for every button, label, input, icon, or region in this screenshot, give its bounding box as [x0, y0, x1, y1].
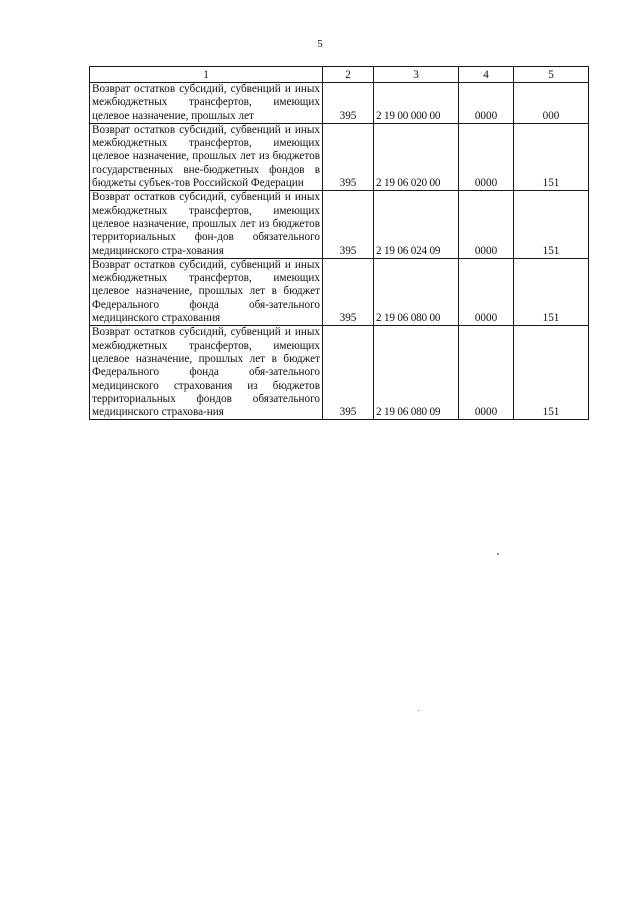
kosgu-code-cell: 151: [514, 258, 589, 325]
table-row: [90, 83, 589, 124]
row-description: Возврат остатков субсидий, субвенций и иных межбюджетных трансфертов, имеющих целевое назначение, прошлых лет в бюджет Федерального фонда обя-зательного медицинского страхования из бюджетов территориальных фондов обязательного медицинского страхова-ния: [90, 326, 323, 420]
table-header-row: [90, 67, 589, 83]
table-row: [90, 258, 589, 325]
table-row: [90, 123, 589, 190]
kosgu-code-cell: 000: [514, 83, 589, 124]
admin-code-cell: 395: [323, 123, 374, 190]
page-number: 5: [317, 38, 323, 50]
column-header: 3: [374, 67, 459, 83]
row-description: Возврат остатков субсидий, субвенций и иных межбюджетных трансфертов, имеющих целевое назначение, прошлых лет: [90, 83, 323, 124]
column-header: 1: [90, 67, 323, 83]
budget-table: [89, 66, 589, 420]
admin-code-cell: 395: [323, 326, 374, 420]
kosgu-code-cell: 151: [514, 191, 589, 258]
row-description: Возврат остатков субсидий, субвенций и иных межбюджетных трансфертов, имеющих целевое назначение, прошлых лет из бюджетов территориальных фон-дов обязательного медицинского стра-хования: [90, 191, 323, 258]
scan-speck: [418, 710, 419, 711]
admin-code-cell: 395: [323, 258, 374, 325]
admin-code-cell: 395: [323, 83, 374, 124]
income-code-cell: 2 19 06 024 09: [374, 191, 459, 258]
row-description: Возврат остатков субсидий, субвенций и иных межбюджетных трансфертов, имеющих целевое назначение, прошлых лет из бюджетов государственных вне-бюджетных фондов в бюджеты субъек-тов Российской Федерации: [90, 123, 323, 190]
table-row: [90, 326, 589, 420]
column-header: 5: [514, 67, 589, 83]
table-row: [90, 191, 589, 258]
income-code-cell: 2 19 00 000 00: [374, 83, 459, 124]
column-header: 4: [459, 67, 514, 83]
program-code-cell: 0000: [459, 83, 514, 124]
income-code-cell: 2 19 06 080 00: [374, 258, 459, 325]
scan-speck: [497, 553, 499, 555]
admin-code-cell: 395: [323, 191, 374, 258]
program-code-cell: 0000: [459, 123, 514, 190]
kosgu-code-cell: 151: [514, 123, 589, 190]
row-description: Возврат остатков субсидий, субвенций и иных межбюджетных трансфертов, имеющих целевое назначение, прошлых лет в бюджет Федерального фонда обя-зательного медицинского страхования: [90, 258, 323, 325]
program-code-cell: 0000: [459, 258, 514, 325]
kosgu-code-cell: 151: [514, 326, 589, 420]
income-code-cell: 2 19 06 020 00: [374, 123, 459, 190]
column-header: 2: [323, 67, 374, 83]
income-code-cell: 2 19 06 080 09: [374, 326, 459, 420]
program-code-cell: 0000: [459, 191, 514, 258]
program-code-cell: 0000: [459, 326, 514, 420]
